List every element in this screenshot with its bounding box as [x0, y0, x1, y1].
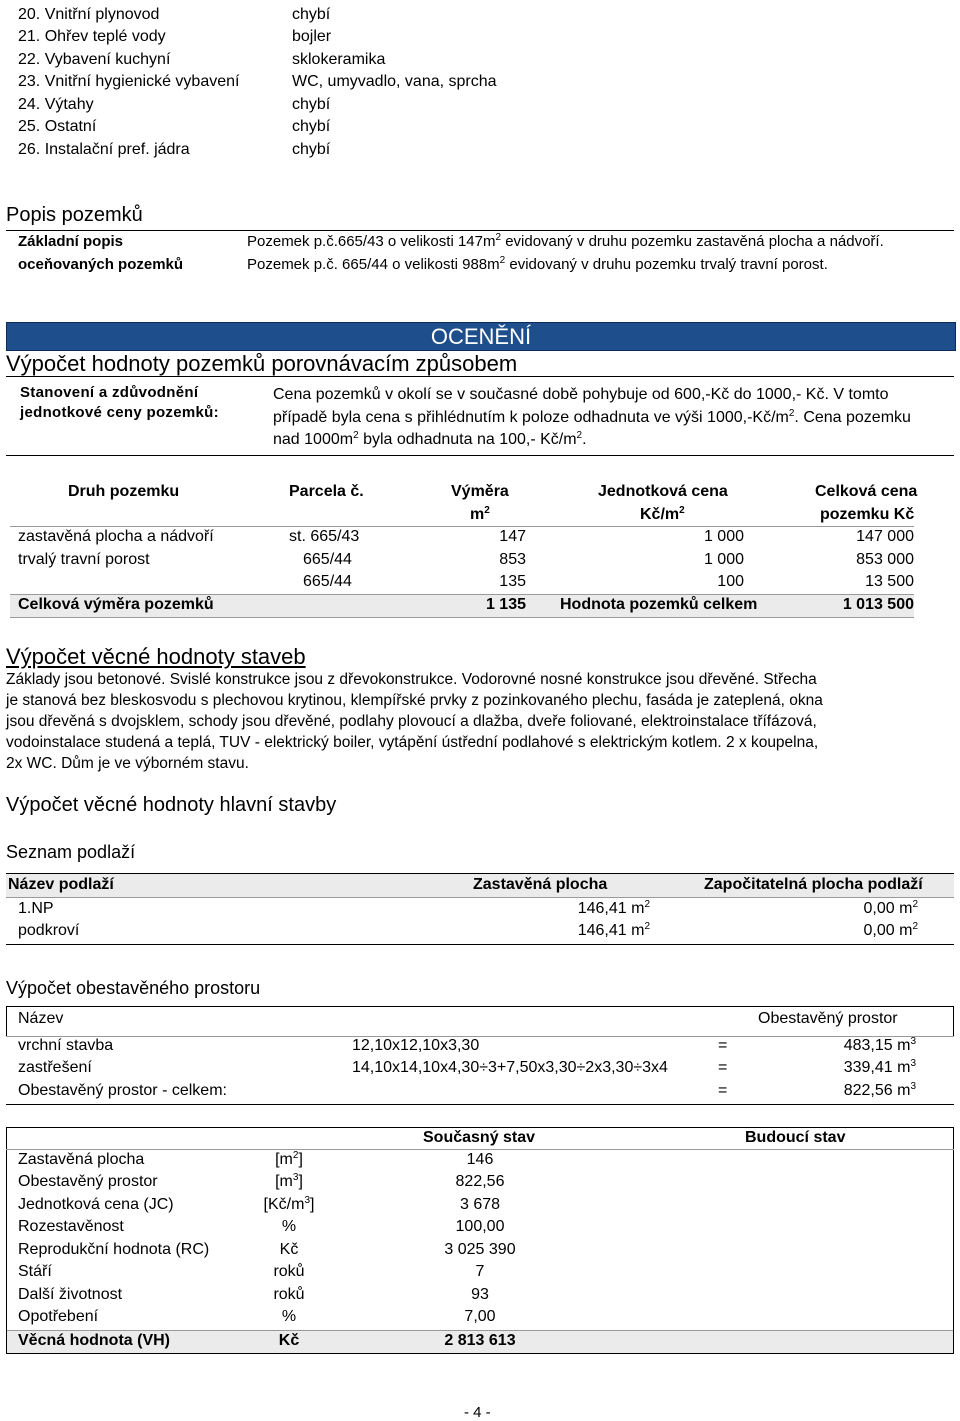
column-header: Zastavěná plocha [473, 876, 608, 893]
summary-current: 93 [471, 1286, 489, 1303]
divider [6, 1353, 954, 1354]
volume-name: zastřešení [18, 1059, 92, 1076]
floor-count: 0,00 $m^2$ [863, 899, 918, 917]
summary-label: Opotřebení [18, 1308, 99, 1325]
column-header: Celková cena [815, 483, 918, 500]
valuation-banner-title: OCENĚNÍ [430, 324, 532, 349]
comparative-heading: Výpočet hodnoty pozemků porovnávacím způsobem [6, 351, 518, 376]
summary-unit: $[Kč/m^3]$ [263, 1195, 315, 1213]
volume-formula: 14,10x14,10x4,30÷3+7,50x3,30÷2x3,30÷3x4 [352, 1059, 668, 1076]
volume-name: vrchní stavba [18, 1037, 114, 1054]
volume-eq: = [718, 1037, 728, 1054]
divider [6, 1006, 954, 1007]
summary-unit: $[m^3]$ [275, 1172, 303, 1190]
divider [953, 1127, 954, 1354]
equipment-label: 25. Ostatní [18, 118, 97, 135]
column-header: Jednotková cena [598, 483, 728, 500]
land-total-value-label: Hodnota pozemků celkem [560, 596, 758, 613]
table-cell: 1 000 [703, 528, 744, 545]
divider [6, 376, 954, 377]
floor-built: 146,41 $m^2$ [577, 921, 650, 939]
land-desc-line: Pozemek p.č. 665/44 o velikosti $988m^2$ evidovaný v druhu pozemku trvalý travní porost. [247, 255, 828, 273]
equipment-label: 21. Ohřev teplé vody [18, 28, 166, 45]
equipment-value: sklokeramika [292, 51, 386, 68]
summary-label: Obestavěný prostor [18, 1173, 158, 1190]
buildings-text: Základy jsou betonové. Svislé konstrukce jsou z dřevokonstrukce. Vodorovné nosné konstrukce jsou dřevěné. Střecha [6, 671, 817, 688]
divider [10, 526, 914, 527]
summary-current: 146 [466, 1151, 494, 1168]
equipment-label: 24. Výtahy [18, 96, 94, 113]
column-header: $Kč/m^2$ [640, 505, 685, 523]
table-cell: 665/44 [303, 551, 352, 568]
land-total-area: 1 135 [485, 596, 526, 613]
table-cell: 665/44 [303, 573, 352, 590]
summary-total-unit: Kč [278, 1332, 300, 1349]
equipment-value: chybí [292, 141, 331, 158]
summary-total-value: 2 813 613 [444, 1332, 516, 1349]
divider [6, 944, 954, 945]
floors-heading: Seznam podlaží [6, 842, 136, 862]
equipment-label: 23. Vnitřní hygienické vybavení [18, 73, 240, 90]
summary-unit: Kč [279, 1241, 299, 1258]
column-header: Název [18, 1010, 64, 1027]
summary-label: Rozestavěnost [18, 1218, 124, 1235]
table-cell: 1 000 [703, 551, 744, 568]
summary-current: 7,00 [464, 1308, 496, 1325]
column-header: Výměra [451, 483, 509, 500]
comparative-label: Stanovení a zdůvodnění [20, 384, 199, 401]
summary-unit: roků [273, 1263, 305, 1280]
table-cell: 100 [717, 573, 744, 590]
land-total-value: 1 013 500 [842, 596, 914, 613]
divider [953, 1006, 954, 1036]
valuation-banner [6, 322, 956, 351]
volume-eq: = [718, 1082, 728, 1099]
volume-eq: = [718, 1059, 728, 1076]
summary-total-row [7, 1330, 953, 1353]
floor-count: 0,00 $m^2$ [863, 921, 918, 939]
volume-value: 483,15 $m^3$ [843, 1036, 916, 1054]
divider [6, 1127, 954, 1128]
volume-heading: Výpočet obestavěného prostoru [6, 978, 261, 998]
equipment-label: 26. Instalační pref. jádra [18, 141, 190, 158]
summary-unit: $[m^2]$ [275, 1150, 303, 1168]
floor-name: podkroví [18, 922, 80, 939]
column-header: pozemku Kč [820, 506, 915, 523]
comparative-text: Cena pozemků v okolí se v současné době pohybuje od 600,-Kč do 1000,- Kč. V tomto [273, 386, 889, 403]
summary-label: Jednotková cena (JC) [18, 1196, 174, 1213]
buildings-heading: Výpočet věcné hodnoty staveb [6, 644, 306, 669]
buildings-text: 2x WC. Dům je ve výborném stavu. [6, 755, 249, 772]
comparative-text: případě byla cena s přihlédnutím k poloze odhadnuta ve výši $1000,-Kč/m^2$. Cena pozemku [273, 408, 911, 426]
comparative-text: nad $1000m^2$ byla odhadnuta na 100,- $Kč/m^2$. [273, 430, 587, 448]
summary-label: Zastavěná plocha [18, 1151, 145, 1168]
equipment-label: 22. Vybavení kuchyní [18, 51, 171, 68]
table-cell: 147 [499, 528, 526, 545]
summary-label: Reprodukční hodnota (RC) [18, 1241, 210, 1258]
summary-unit: % [281, 1308, 297, 1325]
divider [6, 455, 954, 456]
summary-current: 3 025 390 [444, 1241, 516, 1258]
divider [6, 897, 954, 898]
column-header: Budoucí stav [745, 1129, 846, 1146]
column-header: Obestavěný prostor [758, 1010, 898, 1027]
column-header: Druh pozemku [68, 483, 180, 500]
land-total-row [10, 594, 914, 618]
table-cell: 147 000 [856, 528, 914, 545]
column-header: Započitatelná plocha podlaží [704, 876, 923, 893]
land-desc-line: Pozemek p.č.665/43 o velikosti $147m^2$ evidovaný v druhu pozemku zastavěná plocha a nádvoří. [247, 232, 884, 250]
divider [6, 1104, 954, 1105]
table-cell: 135 [499, 573, 526, 590]
land-desc-label: Základní popis [18, 233, 124, 250]
table-cell: 853 [499, 551, 526, 568]
buildings-text: jsou dřevěná s dvojsklem, schody jsou dřevěné, podlahy plovoucí a dlažba, dveře foliované, elektroinstalace třífázová, [6, 713, 817, 730]
divider [6, 1127, 7, 1354]
summary-label: Stáří [18, 1263, 52, 1280]
volume-value: 339,41 $m^3$ [843, 1058, 916, 1076]
divider [6, 230, 954, 231]
table-cell: st. 665/43 [289, 528, 360, 545]
summary-total-label: Věcná hodnota (VH) [18, 1332, 171, 1349]
volume-name: Obestavěný prostor - celkem: [18, 1082, 227, 1099]
summary-current: 7 [475, 1263, 485, 1280]
equipment-value: chybí [292, 96, 331, 113]
volume-value: 822,56 $m^3$ [843, 1081, 916, 1099]
equipment-value: bojler [292, 28, 332, 45]
floor-name: 1.NP [18, 900, 54, 917]
table-cell: zastavěná plocha a nádvoří [18, 528, 214, 545]
land-total-label: Celková výměra pozemků [18, 596, 214, 613]
table-cell: 13 500 [865, 573, 914, 590]
divider [6, 1006, 7, 1036]
buildings-text: vodoinstalace studená a teplá, TUV - elektrický boiler, vytápění ústřední podlahové s elektrickým kotlem. 2 x koupelna, [6, 734, 819, 751]
column-header: Parcela č. [289, 483, 364, 500]
summary-label: Další životnost [18, 1286, 123, 1303]
summary-unit: % [281, 1218, 297, 1235]
summary-current: 822,56 [455, 1173, 505, 1190]
equipment-value: chybí [292, 6, 331, 23]
page-number: - 4 - [464, 1404, 491, 1421]
volume-formula: 12,10x12,10x3,30 [352, 1037, 480, 1054]
floor-built: 146,41 $m^2$ [577, 899, 650, 917]
summary-unit: roků [273, 1286, 305, 1303]
buildings-text: je stanová bez bleskosvodu s plechovou krytinou, klempířské prvky z pozinkovaného plechu, fasáda je zateplená, okna [6, 692, 823, 709]
column-header: $m^2$ [470, 505, 490, 523]
table-cell: 853 000 [856, 551, 914, 568]
land-desc-label: oceňovaných pozemků [18, 256, 184, 273]
equipment-value: WC, umyvadlo, vana, sprcha [292, 73, 497, 90]
equipment-value: chybí [292, 118, 331, 135]
summary-current: 3 678 [459, 1196, 501, 1213]
equipment-label: 20. Vnitřní plynovod [18, 6, 160, 23]
table-cell: trvalý travní porost [18, 551, 150, 568]
main-building-heading: Výpočet věcné hodnoty hlavní stavby [6, 794, 337, 816]
divider [6, 1149, 954, 1150]
summary-current: 100,00 [455, 1218, 505, 1235]
land-desc-heading: Popis pozemků [6, 204, 143, 226]
column-header: Název podlaží [8, 876, 114, 893]
column-header: Současný stav [423, 1129, 536, 1146]
comparative-label: jednotkové ceny pozemků: [20, 404, 219, 421]
floors-header-row [6, 874, 954, 897]
